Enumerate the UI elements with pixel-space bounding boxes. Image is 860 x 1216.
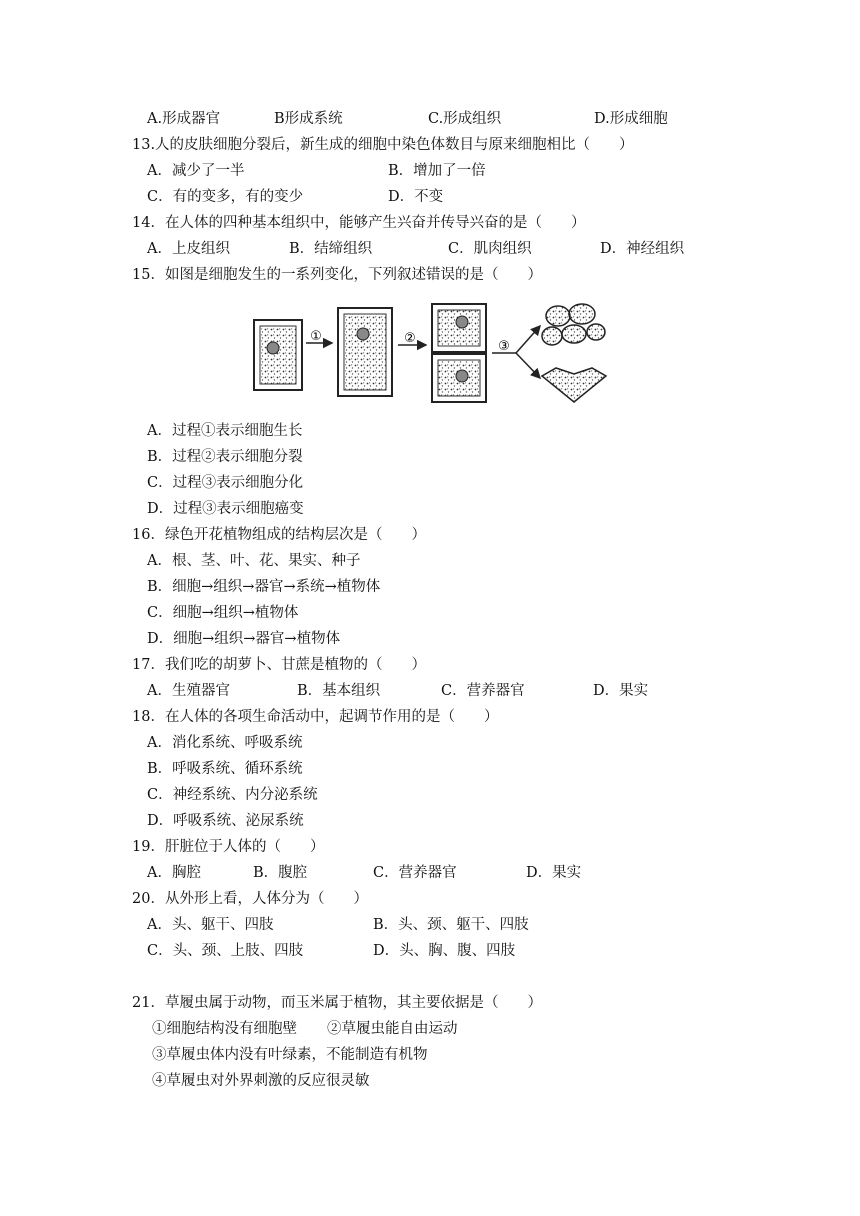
q20-option-b: B．头、颈、躯干、四肢: [373, 917, 529, 933]
q12-option-b: B形成系统: [274, 111, 343, 127]
q21-item-2: ②草履虫能自由运动: [327, 1021, 458, 1037]
cell-change-figure: [240, 298, 612, 408]
q16-option-a: A．根、茎、叶、花、果实、种子: [147, 553, 361, 569]
q13-stem: 13.人的皮肤细胞分裂后，新生成的细胞中染色体数目与原来细胞相比（ ）: [132, 137, 634, 153]
q18-option-c: C．神经系统、内分泌系统: [147, 787, 318, 803]
q20-stem: 20．从外形上看，人体分为（ ）: [132, 891, 368, 907]
q18-option-b: B．呼吸系统、循环系统: [147, 761, 303, 777]
q16-stem: 16．绿色开花植物组成的结构层次是（ ）: [132, 527, 426, 543]
q21-item-3: ③草履虫体内没有叶绿素，不能制造有机物: [152, 1047, 428, 1063]
q20-option-d: D．头、胸、腹、四肢: [373, 943, 516, 959]
q12-option-a: A.形成器官: [147, 111, 221, 127]
q13-option-c: C．有的变多，有的变少: [147, 189, 304, 205]
q21-item-1: ①细胞结构没有细胞壁: [152, 1021, 297, 1037]
q13-option-a: A．减少了一半: [147, 163, 245, 179]
q16-option-d: D．细胞→组织→器官→植物体: [147, 631, 341, 647]
q14-option-b: B．结缔组织: [289, 241, 373, 257]
cell-3-pair: [432, 304, 486, 402]
q17-option-d: D．果实: [593, 683, 649, 699]
tissue-cluster: [542, 304, 605, 345]
q20-option-a: A．头、躯干、四肢: [147, 917, 274, 933]
q14-option-d: D．神经组织: [600, 241, 685, 257]
process-1-label: ①: [310, 329, 322, 344]
q14-option-a: A．上皮组织: [147, 241, 230, 257]
q16-option-c: C．细胞→组织→植物体: [147, 605, 299, 621]
q18-stem: 18．在人体的各项生命活动中，起调节作用的是（ ）: [132, 709, 499, 725]
q19-stem: 19．肝脏位于人体的（ ）: [132, 839, 325, 855]
q17-option-c: C．营养器官: [441, 683, 525, 699]
q16-option-b: B．细胞→组织→器官→系统→植物体: [147, 579, 381, 595]
q21-stem: 21．草履虫属于动物，而玉米属于植物，其主要依据是（ ）: [132, 995, 542, 1011]
q19-option-b: B．腹腔: [253, 865, 308, 881]
q14-option-c: C．肌肉组织: [448, 241, 532, 257]
q15-option-c: C．过程③表示细胞分化: [147, 475, 304, 491]
q14-stem: 14．在人体的四种基本组织中，能够产生兴奋并传导兴奋的是（ ）: [132, 215, 586, 231]
q19-option-c: C．营养器官: [373, 865, 457, 881]
tissue-layer: [542, 368, 606, 402]
q15-option-d: D．过程③表示细胞癌变: [147, 501, 304, 517]
q18-option-a: A．消化系统、呼吸系统: [147, 735, 303, 751]
q12-option-d: D.形成细胞: [594, 111, 668, 127]
q13-option-b: B．增加了一倍: [388, 163, 486, 179]
q13-option-d: D．不变: [388, 189, 444, 205]
q18-option-d: D．呼吸系统、泌尿系统: [147, 813, 304, 829]
q17-option-b: B．基本组织: [297, 683, 381, 699]
q17-stem: 17．我们吃的胡萝卜、甘蔗是植物的（ ）: [132, 657, 426, 673]
process-3-label: ③: [498, 339, 510, 354]
q21-item-4: ④草履虫对外界刺激的反应很灵敏: [152, 1073, 370, 1089]
cell-2: [338, 308, 392, 396]
q15-option-b: B．过程②表示细胞分裂: [147, 449, 303, 465]
q19-option-a: A．胸腔: [147, 865, 201, 881]
q17-option-a: A．生殖器官: [147, 683, 230, 699]
cell-1: [254, 320, 302, 390]
q15-stem: 15．如图是细胞发生的一系列变化，下列叙述错误的是（ ）: [132, 267, 542, 283]
process-2-label: ②: [404, 331, 416, 346]
q15-option-a: A．过程①表示细胞生长: [147, 423, 303, 439]
q12-option-c: C.形成组织: [428, 111, 502, 127]
q19-option-d: D．果实: [526, 865, 582, 881]
q20-option-c: C．头、颈、上肢、四肢: [147, 943, 304, 959]
